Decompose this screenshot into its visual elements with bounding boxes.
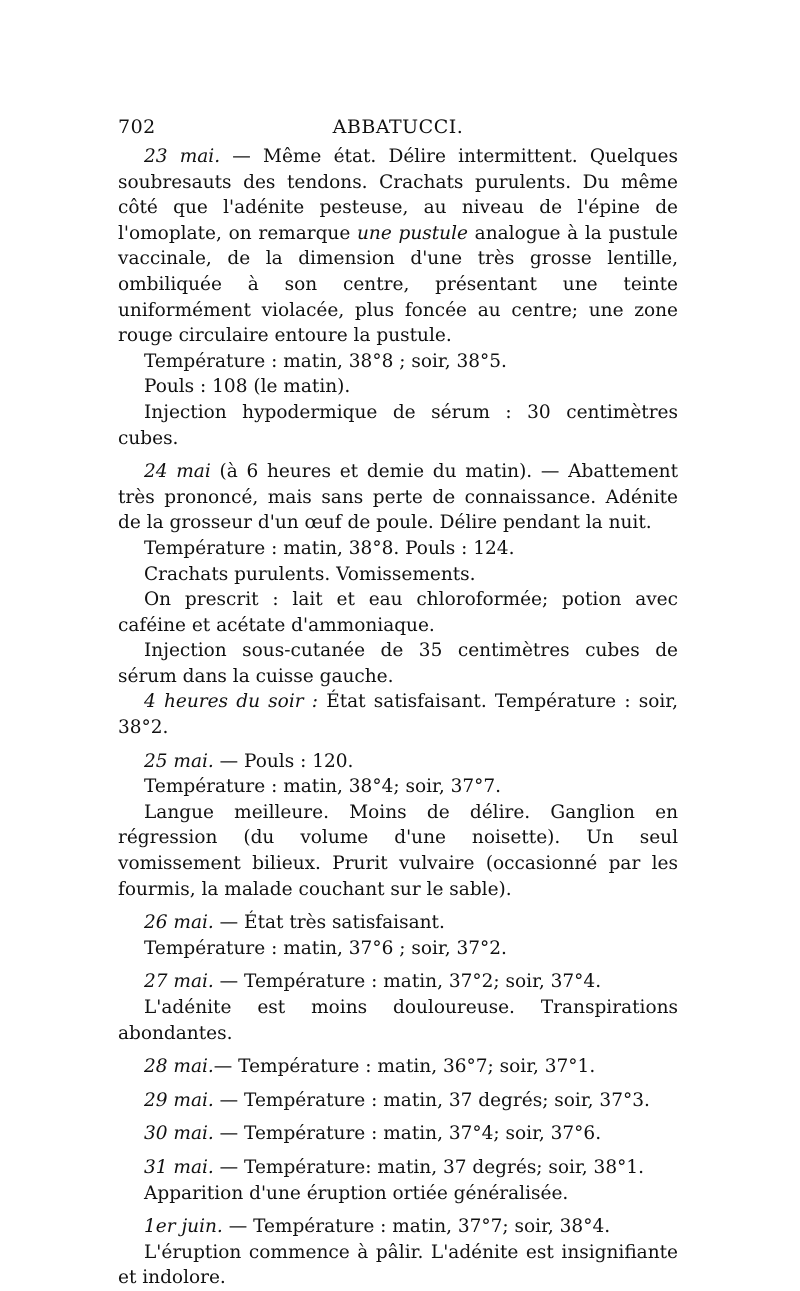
- paragraph: [118, 774, 678, 800]
- entry-date: 31 mai.: [144, 1156, 214, 1178]
- paragraph: [118, 459, 678, 536]
- paragraph: [118, 144, 678, 349]
- paragraph-text: Température : matin, 38°8. Pouls : 124.: [144, 537, 515, 559]
- entry-date: 28 mai.: [144, 1056, 214, 1078]
- paragraph-text: Injection sous-cutanée de 35 centimètres cubes de sérum dans la cuisse gauche.: [118, 640, 678, 687]
- page-header: [118, 116, 678, 142]
- paragraph-text: Température : matin, 38°8 ; soir, 38°5.: [144, 350, 507, 372]
- paragraph-text: Température : matin, 38°4; soir, 37°7.: [144, 776, 502, 798]
- paragraph: [118, 374, 678, 400]
- emphasis-text: une pustule: [357, 222, 468, 244]
- paragraph-text: — Pouls : 120.: [213, 750, 354, 772]
- paragraph: [118, 936, 678, 962]
- paragraph: [118, 562, 678, 588]
- paragraph: [118, 536, 678, 562]
- paragraph-text: — État très satisfaisant.: [213, 912, 445, 934]
- page-body: [118, 144, 678, 1291]
- entry-date: 4 heures du soir :: [144, 691, 319, 713]
- paragraph: [118, 1054, 678, 1080]
- paragraph: [118, 400, 678, 451]
- paragraph-text: — Température : matin, 37°4; soir, 37°6.: [213, 1123, 602, 1145]
- entry-date: 29 mai.: [144, 1089, 214, 1111]
- paragraph-text: Langue meilleure. Moins de délire. Ganglion en régression (du volume d'une noisette). Un seul vomissement bilieux. Prurit vulvaire (occasionné par les fourmis, la malade couchant sur le sable).: [118, 801, 678, 900]
- paragraph: [118, 995, 678, 1046]
- paragraph-text: Crachats purulents. Vomissements.: [144, 563, 476, 585]
- paragraph: [118, 587, 678, 638]
- entry-date: 25 mai.: [144, 750, 214, 772]
- paragraph-text: Pouls : 108 (le matin).: [144, 376, 351, 398]
- paragraph: [118, 1181, 678, 1207]
- paragraph: [118, 1088, 678, 1114]
- entry-date: 1er juin.: [144, 1216, 223, 1238]
- entry-date: 27 mai.: [144, 971, 214, 993]
- paragraph: [118, 800, 678, 902]
- paragraph-text: État satisfaisant. Température : soir, 38°2.: [118, 691, 678, 739]
- paragraph-text-continued: analogue à la pustule vaccinale, de la dimension d'une très grosse lentille, ombiliquée à son centre, présentant une teinte uniformément violacée, plus foncée au centre; une zone rouge circulaire entoure la pustule.: [118, 222, 679, 347]
- paragraph-text: — Température: matin, 37 degrés; soir, 38°1.: [213, 1156, 644, 1178]
- paragraph: [118, 638, 678, 689]
- paragraph-text: — Température : matin, 37°2; soir, 37°4.: [213, 971, 602, 993]
- paragraph-text: Température : matin, 37°6 ; soir, 37°2.: [144, 937, 507, 959]
- paragraph-text: Apparition d'une éruption ortiée généralisée.: [144, 1182, 569, 1204]
- paragraph-text: On prescrit : lait et eau chloroformée; potion avec caféine et acétate d'ammoniaque.: [118, 589, 678, 636]
- paragraph: [118, 689, 678, 740]
- paragraph-text: — Température : matin, 37 degrés; soir, 37°3.: [213, 1089, 650, 1111]
- paragraph-text: — Même état. Délire intermittent. Quelques soubresauts des tendons. Crachats purulents. Du même côté que l'adénite pesteuse, au niveau de l'épine de l'omoplate, on remarque: [118, 146, 678, 244]
- paragraph-text: Injection hypodermique de sérum : 30 centimètres cubes.: [118, 401, 678, 449]
- paragraph: [118, 969, 678, 995]
- paragraph-text: — Température : matin, 37°7; soir, 38°4.: [222, 1216, 611, 1238]
- running-title: ABBATUCCI.: [332, 116, 464, 138]
- entry-date: 26 mai.: [144, 912, 214, 934]
- paragraph-text: L'adénite est moins douloureuse. Transpirations abondantes.: [118, 997, 678, 1044]
- paragraph-text: L'éruption commence à pâlir. L'adénite est insignifiante et indolore.: [118, 1241, 678, 1289]
- entry-date: 30 mai.: [144, 1123, 214, 1145]
- paragraph: [118, 749, 678, 775]
- entry-date: 23 mai.: [144, 146, 221, 167]
- page-number: 702: [118, 116, 156, 138]
- paragraph: [118, 1155, 678, 1181]
- paragraph: [118, 349, 678, 375]
- paragraph: [118, 1240, 678, 1291]
- paragraph-text: (à 6 heures et demie du matin). — Abattement très prononcé, mais sans perte de connaissance. Adénite de la grosseur d'un œuf de poule. Délire pendant la nuit.: [118, 461, 679, 534]
- paragraph: [118, 1214, 678, 1240]
- entry-date: 24 mai: [144, 461, 211, 483]
- paragraph: [118, 910, 678, 936]
- paragraph: [118, 1121, 678, 1147]
- paragraph-text: — Température : matin, 36°7; soir, 37°1.: [213, 1056, 596, 1078]
